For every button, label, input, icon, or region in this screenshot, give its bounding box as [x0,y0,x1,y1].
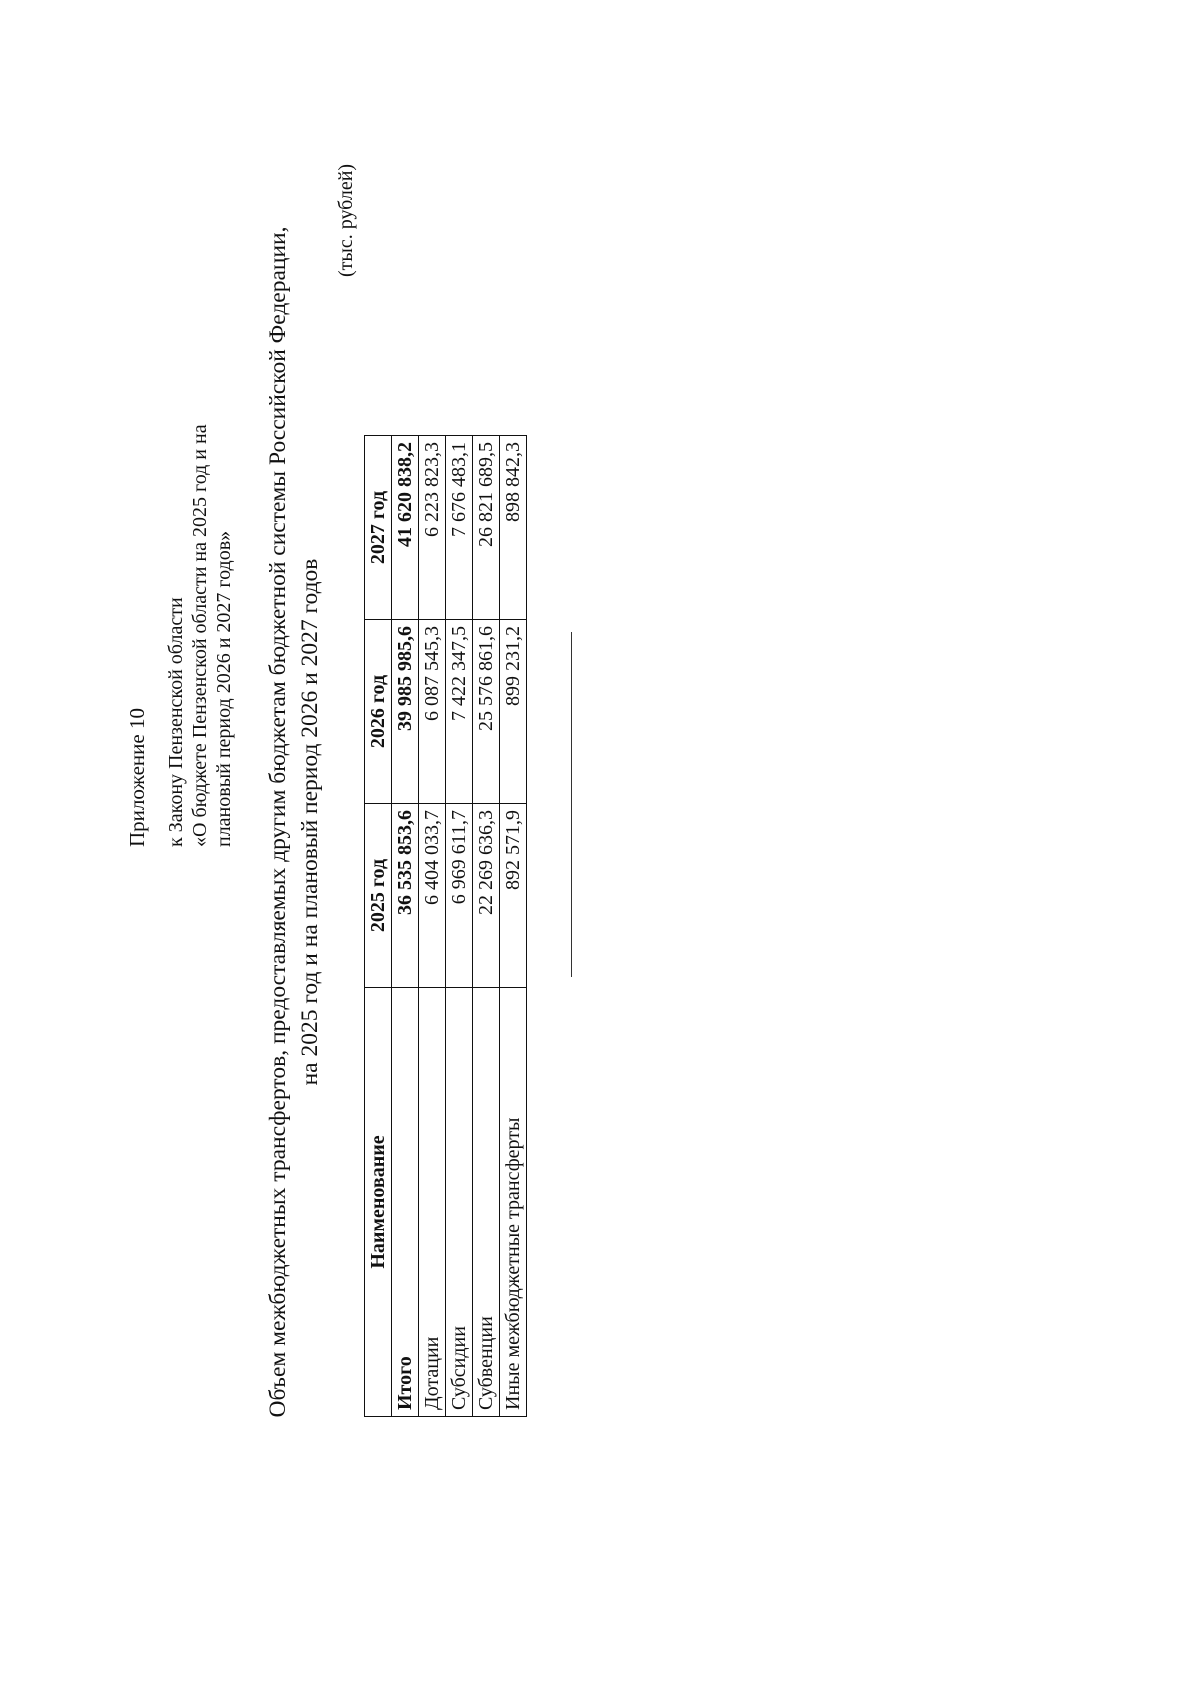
value-2026: 25 576 861,6 [473,620,500,804]
value-2027: 898 842,3 [500,436,527,620]
document-title [262,132,326,1512]
value-2025: 892 571,9 [500,804,527,988]
header-name: Наименование [365,988,392,1417]
appendix-header [125,387,236,847]
value-2025: 36 535 853,6 [392,804,419,988]
table-row-total [392,436,419,1417]
value-2027: 41 620 838,2 [392,436,419,620]
value-2026: 7 422 347,5 [446,620,473,804]
value-2027: 6 223 823,3 [419,436,446,620]
document-title-line-1: Объем межбюджетных трансфертов, предоставляемых другим бюджетам бюджетной системы Российской Федерации, [265,226,291,1418]
row-name: Иные межбюджетные трансферты [500,988,527,1417]
appendix-title: Приложение 10 [125,708,149,847]
appendix-law-title-line: «О бюджете Пензенской области на 2025 год и на [189,424,211,847]
value-2026: 6 087 545,3 [419,620,446,804]
value-2025: 6 969 611,7 [446,804,473,988]
value-2027: 7 676 483,1 [446,436,473,620]
table-row-other-transfers [500,436,527,1417]
header-2027: 2027 год [365,436,392,620]
appendix-law-line: к Закону Пензенской области [165,597,187,847]
header-2026: 2026 год [365,620,392,804]
header-2025: 2025 год [365,804,392,988]
unit-note: (тыс. рублей) [335,163,357,277]
value-2026: 39 985 985,6 [392,620,419,804]
closing-divider [571,632,572,977]
table-row-subventions [473,436,500,1417]
table-header-row [365,436,392,1417]
transfers-table [364,435,527,1417]
appendix-law-period-line: плановый период 2026 и 2027 годов» [213,530,235,847]
row-name: Субвенции [473,988,500,1417]
row-name: Дотации [419,988,446,1417]
value-2026: 899 231,2 [500,620,527,804]
row-name: Итого [392,988,419,1417]
row-name: Субсидии [446,988,473,1417]
document-title-line-2: на 2025 год и на плановый период 2026 и 2027 годов [297,558,323,1086]
value-2025: 6 404 033,7 [419,804,446,988]
table-row-subsidies [446,436,473,1417]
table-row-dotations [419,436,446,1417]
value-2027: 26 821 689,5 [473,436,500,620]
value-2025: 22 269 636,3 [473,804,500,988]
